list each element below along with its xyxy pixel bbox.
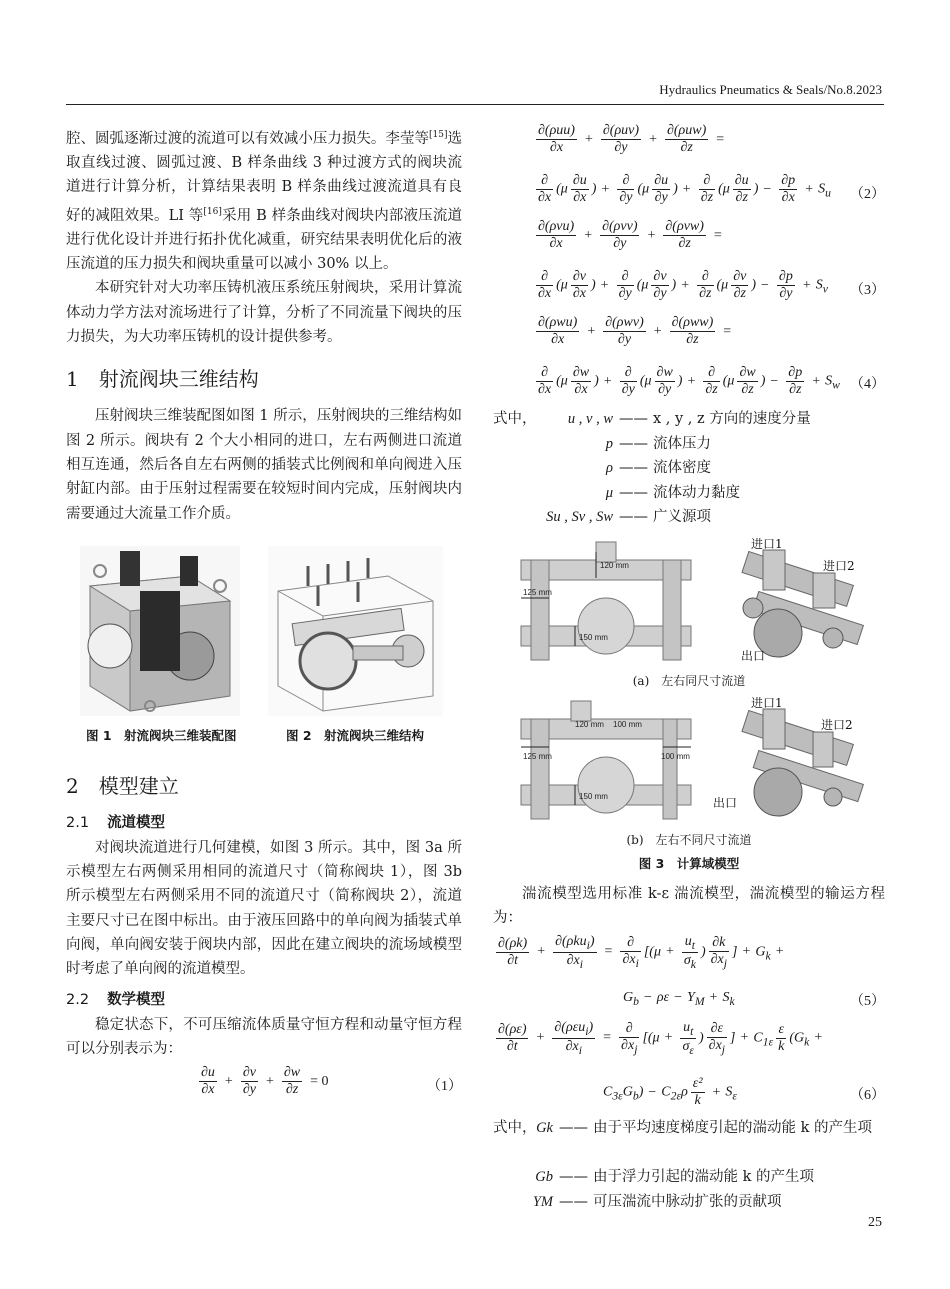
var-row: u , v , w —— x , y , z 方向的速度分量 — [567, 411, 811, 427]
svg-text:进口1: 进口1 — [751, 696, 783, 710]
figure-2-image — [268, 546, 443, 716]
svg-text:150 mm: 150 mm — [579, 791, 608, 801]
variable-definitions: 式中， u , v , w —— x , y , z 方向的速度分量 p —— 流体压力 ρ —— 流体密度 μ —— 流体动力黏度 Su , Sv , Sw —— 广义源项 — [493, 407, 885, 530]
svg-text:出口: 出口 — [741, 648, 766, 663]
section-2-heading: 2 模型建立 — [66, 773, 179, 798]
figure-3b — [493, 697, 885, 848]
var-row: Su , Sv , Sw —— 广义源项 — [546, 509, 711, 525]
section-1-heading: 1 射流阀块三维结构 — [66, 367, 259, 392]
figure-3b-caption: (b) 左右不同尺寸流道 — [626, 832, 752, 847]
variable-definitions-2: 式中， Gk —— 由于平均速度梯度引起的湍动能 k 的产生项 Gb —— 由于浮力引起的湍动能 k 的产生项 YM —— 可压湍流中脉动扩张的贡献项 — [493, 1116, 885, 1214]
svg-text:150 mm: 150 mm — [579, 632, 608, 642]
svg-text:出口: 出口 — [713, 795, 738, 810]
var-row: YM —— 可压湍流中脉动扩张的贡献项 — [532, 1193, 782, 1210]
figure-3a — [493, 538, 885, 689]
paragraph-structure: 压射阀块三维装配图如图 1 所示，压射阀块的三维结构如图 2 所示。阀块有 2 个大小相同的进口，左右两侧进口流道相互连通，然后各自左右两侧的插装式比例阀和单向阀进入压射缸内部。由于压射过程需要在较短时间内完成，压射阀块内需要通过大流量工作介质。 — [66, 408, 462, 522]
equation-5: $\frac{\partial(\rho k)}{\partial t}$ + $\frac{\partial(\rho ku_i)}{\partial x_i}$ = $\frac{\partial}{\partial x_i}$ [(μ + $\frac{u_t}{\sigma_k}$ ) $\frac{\partial k}{\partial x_j}$ ] + $G_k$ + $G_b - \rho\varepsilon - Y_M + S_k$ （5） — [498, 934, 885, 1010]
equation-1: $\frac{\partial u}{\partial x}$ + $\frac{\partial v}{\partial y}$ + $\frac{\partial w}{\partial z}$ = 0 （1） — [201, 1065, 462, 1098]
header-rule — [66, 104, 884, 105]
svg-text:100 mm: 100 mm — [613, 719, 642, 729]
paragraph-intro-cont: 腔、圆弧逐渐过渡的流道可以有效减小压力损失。李莹等[15]选取直线过渡、圆弧过渡、B 样条曲线 3 种过渡方式的阀块流道进行计算分析，计算结果表明 B 样条曲线过渡流道具有良好的减阻效果。LI 等[16]采用 B 样条曲线对阀块内部液压流道进行优化设计并进行拓扑优化减重，研究结果表明优化后的液压流道的压力损失和阀块重量可以减小 30% 以上。 — [66, 130, 463, 273]
paragraph-turbulence: 湍流模型选用标准 k-ε 湍流模型，湍流模型的输运方程为： — [493, 885, 885, 926]
figure-3-caption: 图 3 计算域模型 — [638, 855, 740, 871]
paragraph-channel-model: 对阀块流道进行几何建模，如图 3 所示。其中，图 3a 所示模型左右两侧采用相同的流道尺寸（简称阀块 1），图 3b 所示模型左右两侧采用不同的流道尺寸（简称阀块 2），流道主要尺寸已在图中标出。由于液压回路中的单向阀为插装式单向阀，单向阀安装于阀块内部，因此在建立阀块的流场域模型时考虑了单向阀的流道模型。 — [66, 839, 462, 978]
var-row: p —— 流体压力 — [605, 435, 711, 452]
right-column — [493, 123, 885, 1214]
var-row: μ —— 流体动力黏度 — [605, 484, 740, 501]
figure-1-caption: 图 1 射流阀块三维装配图 — [86, 727, 237, 743]
svg-text:120 mm: 120 mm — [575, 719, 604, 729]
var-row: ρ —— 流体密度 — [606, 460, 711, 476]
equation-3: $\frac{\text{∂(ρvu)}}{\partial x}$ + $\frac{\text{∂(ρvv)}}{\partial y}$ + $\frac{\text{∂(ρvw)}}{\partial z}$ = $\frac{\partial}{\partial x}$ (μ $\frac{\partial v}{\partial x}$ ) + $\frac{\partial}{\partial y}$ (μ $\frac{\partial v}{\partial y}$ ) + $\frac{\partial}{\partial z}$ (μ $\frac{\partial v}{\partial z}$ ) − $\frac{\partial p}{\partial y}$ + $S_v$ （3） — [538, 219, 885, 301]
section-2-1-heading: 2.1 流道模型 — [66, 814, 166, 831]
figure-2-caption: 图 2 射流阀块三维结构 — [286, 727, 425, 743]
svg-text:进口1: 进口1 — [751, 537, 783, 551]
left-column — [66, 123, 462, 1109]
equation-4: $\frac{\text{∂(ρwu)}}{\partial x}$ + $\frac{\text{∂(ρwv)}}{\partial y}$ + $\frac{\text{∂(ρww)}}{\partial z}$ = $\frac{\partial}{\partial x}$ (μ $\frac{\partial w}{\partial x}$ ) + $\frac{\partial}{\partial y}$ (μ $\frac{\partial w}{\partial y}$ ) + $\frac{\partial}{\partial z}$ (μ $\frac{\partial w}{\partial z}$ ) − $\frac{\partial p}{\partial z}$ + $S_w$ （4） — [538, 315, 885, 397]
figure-3a-image — [493, 538, 885, 668]
paragraph-math-model: 稳定状态下，不可压缩流体质量守恒方程和动量守恒方程可以分别表示为： — [66, 1016, 462, 1057]
section-2-2-heading: 2.2 数学模型 — [66, 991, 166, 1008]
svg-text:125 mm: 125 mm — [523, 751, 552, 761]
equation-2: $\frac{\text{∂(ρuu)}}{\partial x}$ + $\frac{\text{∂(ρuv)}}{\partial y}$ + $\frac{\text{∂(ρuw)}}{\partial z}$ = $\frac{\partial}{\partial x}$ (μ $\frac{\partial u}{\partial x}$ ) + $\frac{\partial}{\partial y}$ (μ $\frac{\partial u}{\partial y}$ ) + $\frac{\partial}{\partial z}$ (μ $\frac{\partial u}{\partial z}$ ) − $\frac{\partial p}{\partial x}$ + $S_u$ （2） — [538, 123, 885, 205]
figure-3a-caption: (a) 左右同尺寸流道 — [632, 673, 746, 688]
journal-header: Hydraulics Pneumatics & Seals/No.8.2023 — [659, 82, 882, 97]
var-row: Gk —— 由于平均速度梯度引起的湍动能 k 的产生项 — [536, 1120, 873, 1137]
svg-text:进口2: 进口2 — [821, 717, 853, 732]
var-row: Gb —— 由于浮力引起的湍动能 k 的产生项 — [535, 1169, 815, 1186]
svg-text:进口2: 进口2 — [823, 558, 855, 573]
page-number: 25 — [868, 1215, 882, 1230]
svg-text:120 mm: 120 mm — [600, 560, 629, 570]
paragraph-purpose: 本研究针对大功率压铸机液压系统压射阀块，采用计算流体动力学方法对流场进行了计算，分析了不同流量下阀块的压力损失，为大功率压铸机的设计提供参考。 — [66, 280, 462, 346]
svg-text:100 mm: 100 mm — [661, 751, 690, 761]
figure-1-image — [80, 546, 240, 716]
equation-6: $\frac{\partial(\rho\varepsilon)}{\partial t}$ + $\frac{\partial(\rho\varepsilon u_i)}{\partial x_i}$ = $\frac{\partial}{\partial x_j}$ [(μ + $\frac{u_t}{\sigma_\varepsilon}$ ) $\frac{\partial\varepsilon}{\partial x_j}$ ] + $C_{1\varepsilon}$ $\frac{\varepsilon}{k}$ ($G_k$ + $C_{3\varepsilon}G_b) - C_{2\varepsilon}\rho$ $\frac{\text{ε²}}{k}$ + $S_\varepsilon$ （6） — [498, 1020, 885, 1109]
figure-1-2 — [66, 546, 462, 756]
svg-text:125 mm: 125 mm — [523, 587, 552, 597]
figure-3b-image — [493, 697, 885, 827]
